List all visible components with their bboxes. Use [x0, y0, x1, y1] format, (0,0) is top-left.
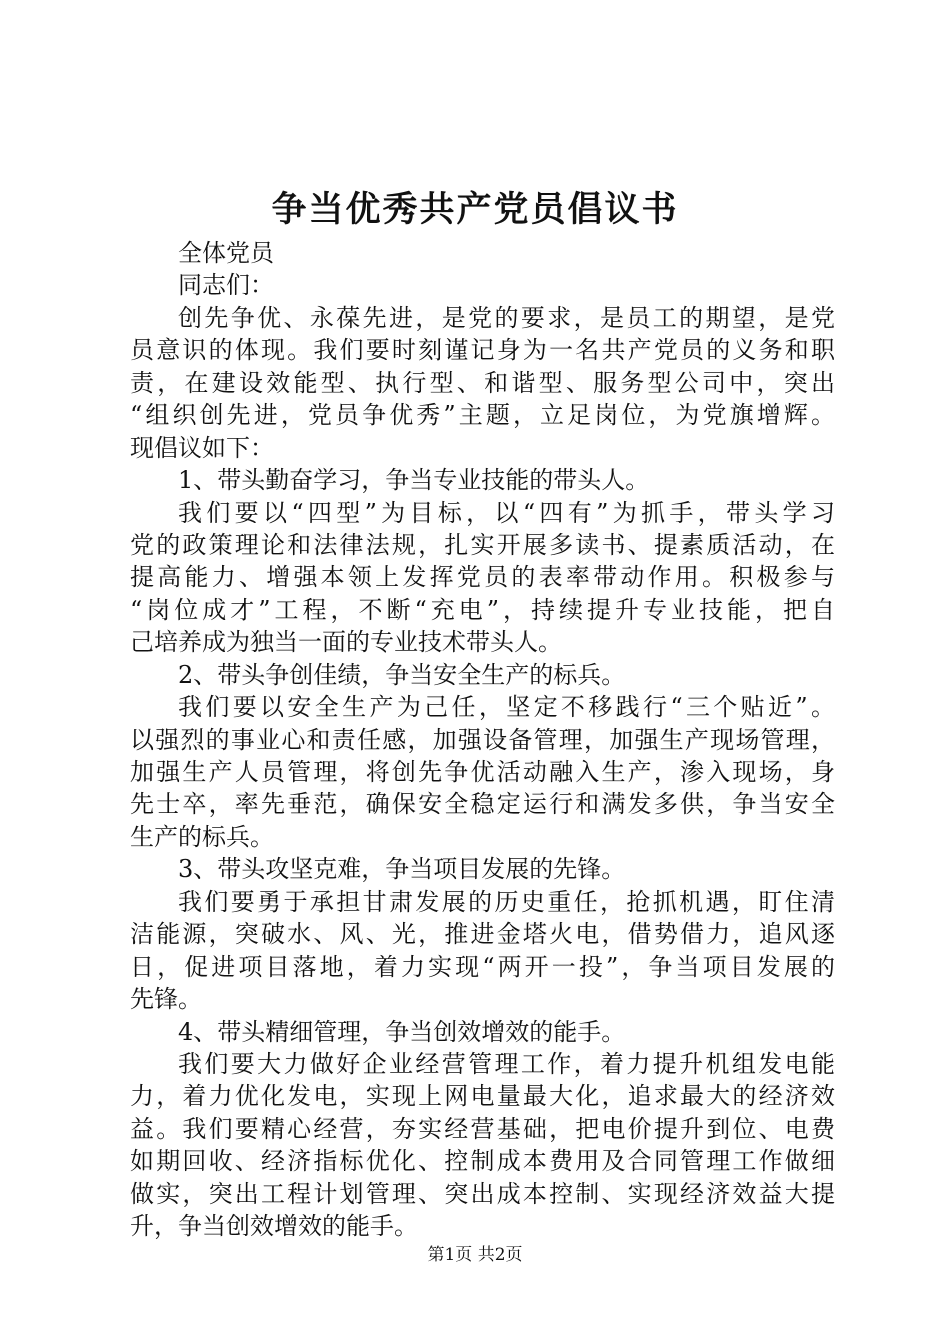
body-line: 升，争当创效增效的能手。 — [130, 1212, 418, 1241]
document-title: 争当优秀共产党员倡议书 — [271, 189, 679, 230]
body-line: 我们要大力做好企业经营管理工作，着力提升机组发电能 — [178, 1049, 835, 1078]
body-line: 先士卒，率先垂范，确保安全稳定运行和满发多供，争当安全 — [130, 790, 835, 819]
body-line: 责，在建设效能型、执行型、和谐型、服务型公司中，突出 — [130, 368, 835, 397]
body-line: 做实，突出工程计划管理、突出成本控制、实现经济效益大提 — [130, 1179, 835, 1208]
body-line: 3、带头攻坚克难，争当项目发展的先锋。 — [178, 855, 626, 884]
body-line: 2、带头争创佳绩，争当安全生产的标兵。 — [178, 660, 626, 689]
body-line: 益。我们要精心经营，夯实经营基础，把电价提升到位、电费 — [130, 1114, 835, 1143]
body-line: 现倡议如下： — [130, 433, 274, 462]
body-line: 加强生产人员管理，将创先争优活动融入生产，渗入现场，身 — [130, 758, 835, 786]
body-line: 我们要以安全生产为己任，坚定不移践行“三个贴近”。 — [178, 693, 835, 722]
body-line: 我们要以“四型”为目标，以“四有”为抓手，带头学习 — [178, 498, 835, 527]
page-footer: 第1页 共2页 — [427, 1245, 523, 1265]
body-line: “岗位成才”工程，不断“充电”，持续提升专业技能，把自 — [130, 595, 835, 624]
document-body — [130, 237, 835, 1243]
body-line: “组织创先进，党员争优秀”主题，立足岗位，为党旗增辉。 — [130, 401, 835, 430]
body-line: 提高能力、增强本领上发挥党员的表率带动作用。积极参与 — [130, 563, 835, 592]
body-line: 洁能源，突破水、风、光，推进金塔火电，借势借力，追风逐 — [130, 920, 835, 949]
body-line: 以强烈的事业心和责任感，加强设备管理，加强生产现场管理， — [130, 725, 835, 754]
body-line: 创先争优、永葆先进，是党的要求，是员工的期望，是党 — [178, 303, 835, 332]
body-line: 1、带头勤奋学习，争当专业技能的带头人。 — [178, 466, 650, 495]
body-line: 己培养成为独当一面的专业技术带头人。 — [130, 628, 562, 657]
body-line: 全体党员 — [178, 239, 274, 267]
body-line: 4、带头精细管理，争当创效增效的能手。 — [178, 1017, 626, 1046]
body-line: 生产的标兵。 — [130, 822, 274, 851]
body-line: 日，促进项目落地，着力实现“两开一投”，争当项目发展的 — [130, 952, 835, 981]
body-line: 同志们： — [178, 271, 274, 300]
body-line: 力，着力优化发电，实现上网电量最大化，追求最大的经济效 — [130, 1082, 835, 1111]
body-line: 党的政策理论和法律法规，扎实开展多读书、提素质活动，在 — [130, 530, 835, 559]
body-line: 如期回收、经济指标优化、控制成本费用及合同管理工作做细 — [130, 1147, 835, 1176]
body-line: 先锋。 — [130, 985, 202, 1014]
body-line: 我们要勇于承担甘肃发展的历史重任，抢抓机遇，盯住清 — [178, 887, 835, 916]
body-line: 员意识的体现。我们要时刻谨记身为一名共产党员的义务和职 — [130, 336, 835, 365]
